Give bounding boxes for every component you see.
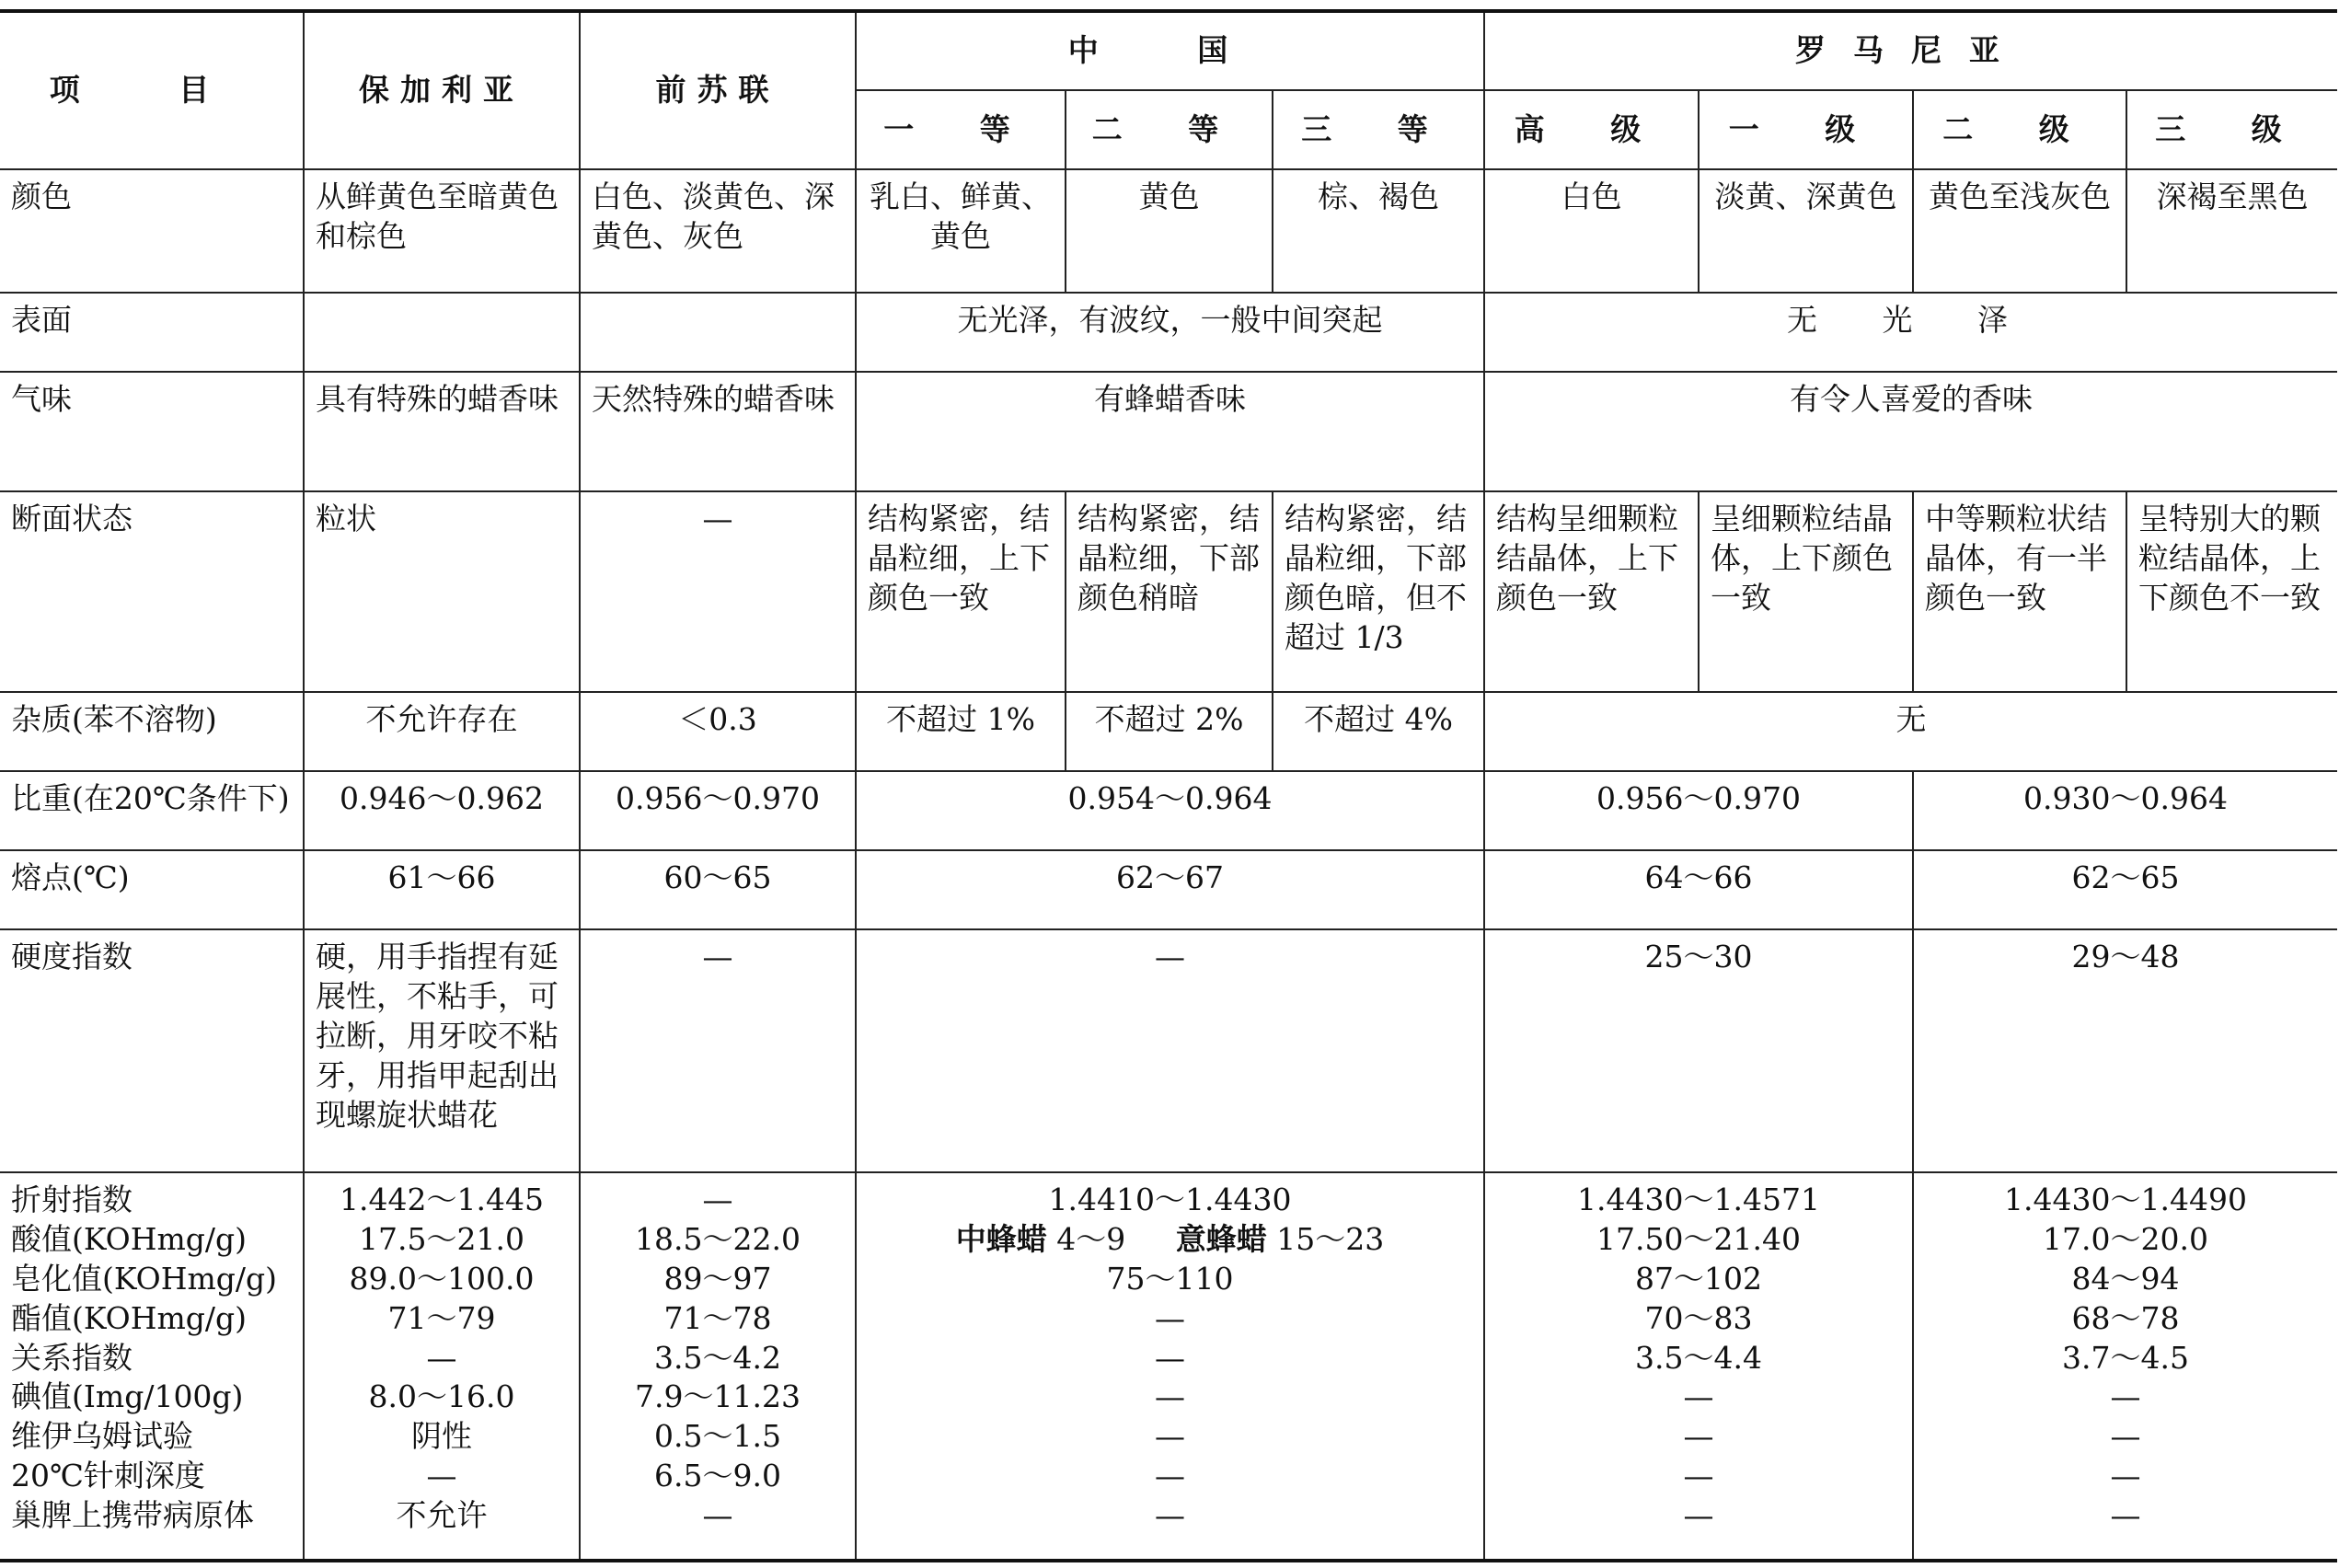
header-china: 中 国: [856, 11, 1484, 90]
chem-value: 71～79: [387, 1299, 496, 1336]
chem-value: 3.5～4.2: [654, 1339, 781, 1376]
chem-label: 皂化值(KOHmg/g): [11, 1260, 278, 1297]
chem-value: 71～78: [663, 1299, 772, 1336]
header-china-grade-2: 二 等: [1066, 90, 1273, 169]
header-china-grade-1: 一 等: [856, 90, 1066, 169]
chem-value: —: [1683, 1378, 1714, 1415]
chem-romania-a-cell: [1484, 1172, 1913, 1561]
cell-bulgaria: 硬，用手指捏有延展性，不粘手，可拉断，用牙咬不粘牙，用指甲起刮出现螺旋状蜡花: [304, 929, 580, 1172]
cell-romania-grade-4: 呈特别大的颗粒结晶体，上下颜色不一致: [2126, 491, 2337, 692]
chem-value: 3.5～4.4: [1635, 1339, 1762, 1376]
chem-value: —: [2110, 1418, 2141, 1455]
italian-bee-value: 15～23: [1276, 1220, 1385, 1257]
cell-bulgaria: 粒状: [304, 491, 580, 692]
chem-ussr-cell: [580, 1172, 856, 1561]
header-romania-grade-1: 高 级: [1484, 90, 1699, 169]
cell-romania-a: 64～66: [1484, 850, 1913, 929]
cell-china: —: [856, 929, 1484, 1172]
chem-value: 17.50～21.40: [1596, 1220, 1801, 1257]
cell-china-grade-1: 乳白、鲜黄、黄色: [856, 169, 1066, 293]
chinese-bee-label: 中蜂蜡: [955, 1220, 1047, 1257]
chem-china-cell: [856, 1172, 1484, 1561]
chem-value: 8.0～16.0: [368, 1378, 515, 1415]
chem-labels-cell: [0, 1172, 304, 1561]
row-label: 气味: [0, 372, 304, 491]
cell-ussr: 60～65: [580, 850, 856, 929]
chem-value: 7.9～11.23: [635, 1378, 801, 1415]
row-melting: [0, 850, 2337, 929]
cell-bulgaria: [304, 293, 580, 372]
chinese-bee-value: 4～9: [1056, 1220, 1126, 1257]
chem-label: 关系指数: [11, 1339, 133, 1376]
chem-value: —: [1155, 1497, 1185, 1534]
chem-value: 89.0～100.0: [349, 1260, 535, 1297]
header-romania: 罗马尼亚: [1484, 11, 2337, 90]
chem-bulgaria-cell: [304, 1172, 580, 1561]
chem-value: —: [1155, 1339, 1185, 1376]
cell-ussr: [580, 293, 856, 372]
cell-china: 无光泽，有波纹，一般中间突起: [856, 293, 1484, 372]
cell-romania-a: 0.956～0.970: [1484, 771, 1913, 850]
cell-bulgaria: 从鲜黄色至暗黄色和棕色: [304, 169, 580, 293]
chem-value: 17.0～20.0: [2043, 1220, 2208, 1257]
cell-ussr: —: [580, 491, 856, 692]
cell-china: 0.954～0.964: [856, 771, 1484, 850]
header-china-grade-3: 三 等: [1273, 90, 1484, 169]
chem-value: —: [1683, 1418, 1714, 1455]
chem-value: 75～110: [1106, 1260, 1234, 1297]
cell-romania: 有令人喜爱的香味: [1484, 372, 2337, 491]
chem-value: 17.5～21.0: [359, 1220, 524, 1257]
cell-romania-b: 29～48: [1913, 929, 2337, 1172]
cell-china-grade-1: 结构紧密，结晶粒细，上下颜色一致: [856, 491, 1066, 692]
row-label: 表面: [0, 293, 304, 372]
cell-china-grade-3: 棕、褐色: [1273, 169, 1484, 293]
cell-bulgaria: 61～66: [304, 850, 580, 929]
chem-value: 1.4430～1.4490: [2004, 1182, 2247, 1217]
cell-romania-grade-3: 黄色至浅灰色: [1913, 169, 2126, 293]
row-label: 熔点(℃): [0, 850, 304, 929]
cell-bulgaria: 不允许存在: [304, 692, 580, 771]
chem-value: —: [1155, 1418, 1185, 1455]
cell-china-grade-2: 不超过 2%: [1066, 692, 1273, 771]
chem-label: 巢脾上携带病原体: [11, 1497, 254, 1534]
row-label: 硬度指数: [0, 929, 304, 1172]
chem-value: 3.7～4.5: [2062, 1339, 2189, 1376]
chem-value: 1.4410～1.4430: [1048, 1182, 1292, 1217]
row-color: [0, 169, 2337, 293]
chem-value: —: [1155, 1378, 1185, 1415]
chem-label: 维伊乌姆试验: [11, 1418, 193, 1455]
chem-value: 84～94: [2071, 1260, 2180, 1297]
chem-value: 1.442～1.445: [340, 1182, 544, 1217]
chem-value: —: [1155, 1299, 1185, 1336]
cell-romania-grade-4: 深褐至黑色: [2126, 169, 2337, 293]
cell-romania-grade-1: 结构呈细颗粒结晶体，上下颜色一致: [1484, 491, 1699, 692]
header-bulgaria: 保加利亚: [304, 11, 580, 169]
cell-ussr: ＜0.3: [580, 692, 856, 771]
chinese-bee-acid: [956, 1220, 1126, 1260]
cell-romania-a: 25～30: [1484, 929, 1913, 1172]
cell-romania-grade-3: 中等颗粒状结晶体，有一半颜色一致: [1913, 491, 2126, 692]
chem-value: —: [702, 1182, 733, 1217]
cell-romania-b: 62～65: [1913, 850, 2337, 929]
row-chemical-properties: [0, 1172, 2337, 1561]
chem-value: 0.5～1.5: [654, 1418, 781, 1455]
header-ussr: 前苏联: [580, 11, 856, 169]
cell-bulgaria: 具有特殊的蜡香味: [304, 372, 580, 491]
cell-china: 有蜂蜡香味: [856, 372, 1484, 491]
cell-ussr: 天然特殊的蜡香味: [580, 372, 856, 491]
chem-value: —: [2110, 1497, 2141, 1534]
row-impurity: [0, 692, 2337, 771]
chem-value: —: [2110, 1458, 2141, 1494]
cell-romania-b: 0.930～0.964: [1913, 771, 2337, 850]
cell-ussr: 白色、淡黄色、深黄色、灰色: [580, 169, 856, 293]
cell-china: 62～67: [856, 850, 1484, 929]
row-surface: [0, 293, 2337, 372]
italian-bee-label: 意蜂蜡: [1175, 1220, 1267, 1257]
chem-value: —: [1155, 1458, 1185, 1494]
cell-china-grade-1: 不超过 1%: [856, 692, 1066, 771]
cell-china-grade-3: 结构紧密，结晶粒细，下部颜色暗，但不超过 1/3: [1273, 491, 1484, 692]
header-romania-grade-4: 三 级: [2126, 90, 2337, 169]
chem-romania-b-cell: [1913, 1172, 2337, 1561]
cell-china-grade-2: 结构紧密，结晶粒细，下部颜色稍暗: [1066, 491, 1273, 692]
chem-value: —: [702, 1497, 733, 1534]
row-label: 比重(在20℃条件下): [0, 771, 304, 850]
row-label: 杂质(苯不溶物): [0, 692, 304, 771]
cell-ussr: —: [580, 929, 856, 1172]
chem-label: 酯值(KOHmg/g): [11, 1299, 248, 1336]
chem-value: —: [426, 1458, 457, 1494]
chem-label: 酸值(KOHmg/g): [11, 1220, 248, 1257]
chem-value: 68～78: [2071, 1299, 2180, 1336]
chem-value: 阴性: [411, 1418, 472, 1455]
chem-value: 不允许: [396, 1497, 488, 1534]
row-hardness: [0, 929, 2337, 1172]
cell-china-grade-2: 黄色: [1066, 169, 1273, 293]
cell-romania-grade-1: 白色: [1484, 169, 1699, 293]
cell-ussr: 0.956～0.970: [580, 771, 856, 850]
header-item: 项 目: [0, 11, 304, 169]
row-section: [0, 491, 2337, 692]
chem-value: 89～97: [663, 1260, 772, 1297]
chem-value: 70～83: [1644, 1299, 1753, 1336]
chem-value: 1.4430～1.4571: [1577, 1182, 1820, 1217]
chem-value: —: [1683, 1497, 1714, 1534]
cell-romania: 无: [1484, 692, 2337, 771]
cell-romania-grade-2: 淡黄、深黄色: [1699, 169, 1913, 293]
header-romania-grade-3: 二 级: [1913, 90, 2126, 169]
cell-romania-grade-2: 呈细颗粒结晶体，上下颜色一致: [1699, 491, 1913, 692]
chem-acid-value-china: [868, 1220, 1472, 1260]
row-label: 断面状态: [0, 491, 304, 692]
cell-romania: 无 光 泽: [1484, 293, 2337, 372]
row-density: [0, 771, 2337, 850]
chem-value: —: [426, 1339, 457, 1376]
chem-value: 87～102: [1635, 1260, 1762, 1297]
chem-label: 折射指数: [11, 1182, 133, 1217]
italian-bee-acid: [1176, 1220, 1384, 1260]
row-smell: [0, 372, 2337, 491]
row-label: 颜色: [0, 169, 304, 293]
chem-value: —: [2110, 1378, 2141, 1415]
header-romania-grade-2: 一 级: [1699, 90, 1913, 169]
chem-label: 20℃针刺深度: [11, 1458, 205, 1494]
chem-value: 18.5～22.0: [635, 1220, 801, 1257]
chem-value: 6.5～9.0: [654, 1458, 781, 1494]
cell-bulgaria: 0.946～0.962: [304, 771, 580, 850]
chem-label: 碘值(Img/100g): [11, 1378, 244, 1415]
chem-value: —: [1683, 1458, 1714, 1494]
cell-china-grade-3: 不超过 4%: [1273, 692, 1484, 771]
beeswax-standards-table: [0, 9, 2337, 1562]
